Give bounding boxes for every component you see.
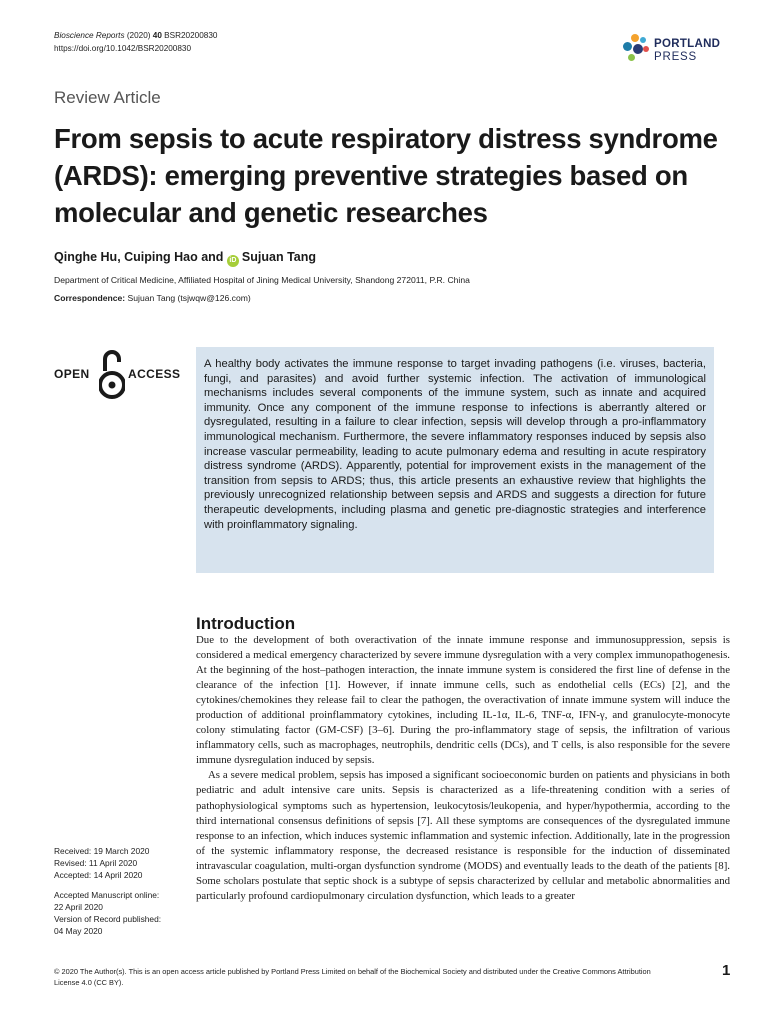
author-names: Qinghe Hu, Cuiping Hao and — [54, 250, 224, 264]
author-list — [54, 250, 316, 267]
journal-year: (2020) — [126, 31, 151, 40]
page-number: 1 — [722, 962, 731, 979]
correspondence-email[interactable]: Sujuan Tang (tsjwqw@126.com) — [127, 293, 251, 303]
journal-name: Bioscience Reports — [54, 31, 125, 40]
correspondence — [54, 293, 251, 303]
introduction-heading: Introduction — [196, 614, 296, 633]
accepted-date: Accepted: 14 April 2020 — [54, 870, 143, 880]
received-date: Received: 19 March 2020 — [54, 846, 150, 856]
manuscript-online-label: Accepted Manuscript online: — [54, 890, 160, 900]
open-access-badge — [54, 347, 194, 401]
article-type: Review Article — [54, 88, 161, 107]
portland-press-logo[interactable] — [622, 33, 734, 79]
affiliation: Department of Critical Medicine, Affiliated Hospital of Jining Medical University, Shandong 272011, P.R. China — [54, 275, 470, 285]
logo-word-portland: PORTLAND — [654, 38, 721, 50]
abstract-text: A healthy body activates the immune response to target invading pathogens (i.e. viruses, bacteria, fungi, and parasites) and avoid further systemic infection. The activation of immunological mechanisms includes several components of the immune system, such as innate and acquired immunity. Once any component of the immune response to infections is aberrantly altered or dysregulated, resulting in a failure to clear infection, sepsis will develop through a pro-inflammatory immunological mechanism. Furthermore, the severe inflammatory responses induced by sepsis also increase vascular permeability, leading to acute pulmonary edema and resulting in acute respiratory distress syndrome (ARDS). Apparently, potential for improvement exists in the management of the transition from sepsis to ARDS; thus, this article presents an exhaustive review that highlights the previously unrecognized relationship between sepsis and ARDS and suggests a direction for future therapeutic developments, including plasma and genetic pre-diagnostic strategies and interference with proinflammatory signaling. — [204, 358, 706, 531]
logo-dots-icon — [622, 33, 654, 65]
open-access-word-open: OPEN — [54, 367, 90, 381]
copyright-line-2: License 4.0 (CC BY). — [54, 977, 124, 987]
version-of-record-date: 04 May 2020 — [54, 926, 103, 936]
copyright-line-1: © 2020 The Author(s). This is an open access article published by Portland Press Limited on behalf of the Biochemical Society and distributed under the Creative Commons Attribution — [54, 967, 651, 976]
doi-link[interactable]: https://doi.org/10.1042/BSR20200830 — [54, 43, 192, 53]
correspondence-label: Correspondence: — [54, 293, 126, 303]
last-author: Sujuan Tang — [241, 250, 316, 264]
intro-paragraph-1: Due to the development of both overactivation of the innate immune response and immunosuppression, sepsis is considered a medical emergency characterized by severe immune dysregulation with a very complex immunopathogenesis. At the beginning of the host–pathogen interaction, the innate immune system is considered the first line of defense in the clearance of the infection [1]. However, if innate immune cells, such as endothelial cells (ECs) [2], and the cytokines/chemokines they release fail to clear the pathogen, the overactivation of innate immune system will induce the production of additional proinflammatory cytokines, including IL-1α, IL-6, TNF-α, IFN-γ, and granulocyte-monocyte colony stimulating factor (GM-CSF) [3–6]. During the pro-inflammatory stage of sepsis, the infiltration of various inflammatory cells, such as macrophages, neutrophils, dendritic cells (DCs), and T cells, is also responsible for the severe immune dysregulation induced by sepsis. — [196, 634, 730, 767]
intro-paragraph-2: As a severe medical problem, sepsis has imposed a significant socioeconomic burden on patients and physicians in both pediatric and adult intensive care units. Sepsis is characterized as a life-threatening condition with a series of pathophysiological symptoms such as hypertension, leukocytosis/leukopenia, and hyper/hypothermia, according to the third international consensus definitions of sepsis [7]. All these symptoms are consequences of the dysregulated immune response to an infection, which induces systemic inflammation and systemic infection. Additionally, late in the progression of the systemic inflammatory response, the decreased resistance is responsible for the induction of disseminated intravascular coagulation, multi-organ dysfunction syndrome (MODS) and eventually leads to the death of the patients [8]. Some scholars postulate that septic shock is a subtype of sepsis characterized by cellular and metabolic abnormalities and particularly profound cardiopulmonary circulation dysfunction, which leads to a greater — [196, 769, 730, 902]
abstract-box — [196, 347, 714, 573]
article-title: From sepsis to acute respiratory distress syndrome (ARDS): emerging preventive strategies based on molecular and genetic researches — [54, 123, 718, 228]
manuscript-online-date: 22 April 2020 — [54, 902, 103, 912]
logo-word-press: PRESS — [654, 51, 697, 63]
open-access-word-access: ACCESS — [128, 367, 181, 381]
open-lock-icon — [99, 347, 125, 401]
orcid-icon[interactable]: iD — [227, 255, 239, 267]
version-of-record-label: Version of Record published: — [54, 914, 162, 924]
article-id: BSR20200830 — [164, 31, 218, 40]
journal-citation — [54, 30, 217, 43]
publication-dates — [54, 845, 161, 937]
journal-volume: 40 — [152, 31, 162, 40]
introduction-body — [196, 633, 730, 904]
revised-date: Revised: 11 April 2020 — [54, 858, 138, 868]
journal-header — [54, 30, 217, 55]
copyright-footer — [54, 967, 694, 988]
